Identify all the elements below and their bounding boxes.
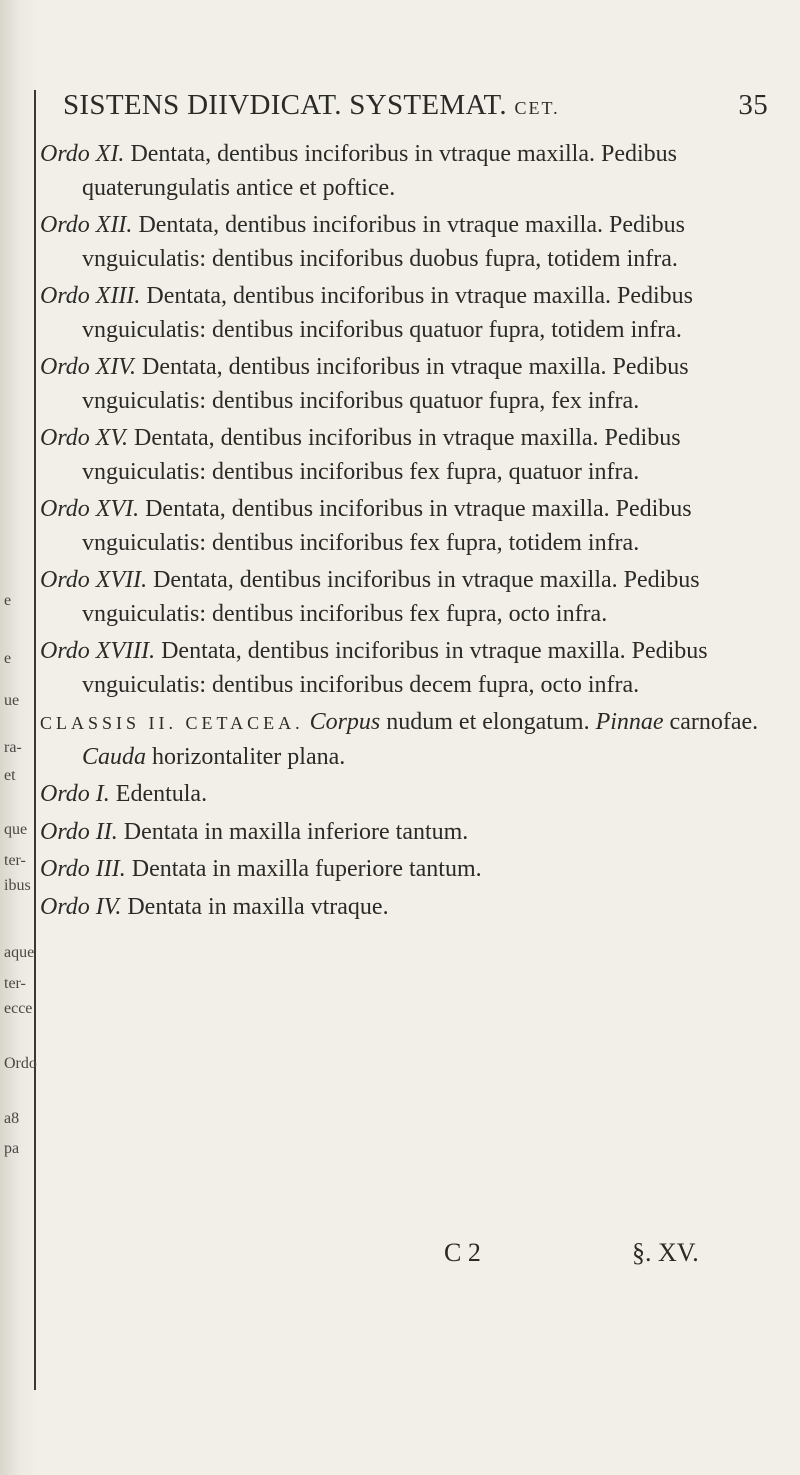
bleed-text: pa <box>4 1140 20 1157</box>
bleed-text: ra- <box>4 739 22 756</box>
ordo-text: Dentata, dentibus inciforibus in vtraque maxilla. Pedibus quaterungulatis antice et poftice. <box>82 141 677 201</box>
corpus-text: nudum et elongatum. <box>386 709 590 735</box>
ordo-label: Ordo I. <box>40 781 110 807</box>
running-title-text: SISTENS DIIVDICAT. SYSTEMAT. <box>63 89 507 121</box>
ordo-label: Ordo XVI. <box>40 496 140 522</box>
ordo-entry <box>40 635 768 702</box>
ordo-text: Dentata, dentibus inciforibus in vtraque maxilla. Pedibus vnguiculatis: dentibus inciforibus fex fupra, totidem infra. <box>82 496 692 556</box>
catchword: §. XV. <box>632 1238 699 1267</box>
bleed-text: ecce <box>4 1000 33 1017</box>
bleed-text: ter- <box>4 975 26 992</box>
bleed-text: e <box>4 592 12 609</box>
body-text <box>40 138 768 928</box>
ordo-text: Dentata, dentibus inciforibus in vtraque maxilla. Pedibus vnguiculatis: dentibus inciforibus fex fupra, quatuor infra. <box>82 425 681 485</box>
bleed-text: Ordo <box>4 1055 37 1072</box>
ordo-text: Dentata, dentibus inciforibus in vtraque maxilla. Pedibus vnguiculatis: dentibus inciforibus fex fupra, octo infra. <box>82 567 700 627</box>
bleed-text: et <box>4 767 16 784</box>
ordo-entry <box>40 778 768 812</box>
ordo-entry <box>40 816 768 850</box>
cauda-text: horizontaliter plana. <box>152 743 346 770</box>
ordo-label: Ordo XVIII. <box>40 638 156 664</box>
bleed-text: ue <box>4 692 20 709</box>
signature-mark: C 2 <box>444 1238 481 1267</box>
cauda-label: Cauda <box>82 743 147 770</box>
ordo-label: Ordo IV. <box>40 893 122 920</box>
page-number: 35 <box>738 89 768 121</box>
running-title-cet: CET. <box>514 98 560 118</box>
running-header <box>63 89 768 131</box>
ordo-entry <box>40 209 768 276</box>
ordo-text: Dentata in maxilla vtraque. <box>127 893 389 920</box>
ordo-label: Ordo II. <box>40 818 118 845</box>
ordo-text: Dentata in maxilla inferiore tantum. <box>123 818 469 845</box>
ordo-label: Ordo XI. <box>40 141 125 167</box>
ordo-entry <box>40 351 768 418</box>
ordo-text: Dentata, dentibus inciforibus in vtraque maxilla. Pedibus vnguiculatis: dentibus inciforibus decem fupra, octo infra. <box>82 638 708 698</box>
ordo-entry <box>40 493 768 560</box>
ordo-label: Ordo XII. <box>40 212 133 238</box>
ordo-entry <box>40 891 768 925</box>
ordo-entry <box>40 853 768 887</box>
ordo-entry <box>40 422 768 489</box>
bleed-text: ibus <box>4 877 31 894</box>
ordo-label: Ordo XIII. <box>40 283 141 309</box>
corpus-label: Corpus <box>309 709 381 735</box>
ordo-entry <box>40 564 768 631</box>
ordo-text: Dentata, dentibus inciforibus in vtraque maxilla. Pedibus vnguiculatis: dentibus inciforibus quatuor fupra, totidem infra. <box>82 283 693 343</box>
ordo-label: Ordo III. <box>40 856 126 882</box>
ordo-text: Dentata, dentibus inciforibus in vtraque maxilla. Pedibus vnguiculatis: dentibus inciforibus duobus fupra, totidem infra. <box>82 212 685 272</box>
ordo-text: Dentata, dentibus inciforibus in vtraque maxilla. Pedibus vnguiculatis: dentibus inciforibus quatuor fupra, fex infra. <box>82 354 689 414</box>
classis-heading <box>40 706 768 774</box>
ordo-text: Edentula. <box>115 781 208 807</box>
gutter-line <box>34 90 36 1390</box>
bleed-text: aque <box>4 944 35 961</box>
bleed-text: e <box>4 650 12 667</box>
bleed-text: que <box>4 821 28 838</box>
ordo-entry <box>40 280 768 347</box>
pinnae-label: Pinnae <box>595 709 664 735</box>
ordo-label: Ordo XIV. <box>40 354 136 380</box>
classis-label: CLASSIS II. CETACEA. <box>40 713 304 733</box>
pinnae-text: carnofae. <box>669 709 759 735</box>
bleed-text: a8 <box>4 1110 20 1127</box>
ordo-text: Dentata in maxilla fuperiore tantum. <box>131 856 482 882</box>
page-footer <box>0 1238 800 1278</box>
bleed-text: ter- <box>4 852 26 869</box>
ordo-entry <box>40 138 768 205</box>
ordo-label: Ordo XV. <box>40 425 129 451</box>
ordo-label: Ordo XVII. <box>40 567 148 593</box>
running-title <box>63 89 560 122</box>
